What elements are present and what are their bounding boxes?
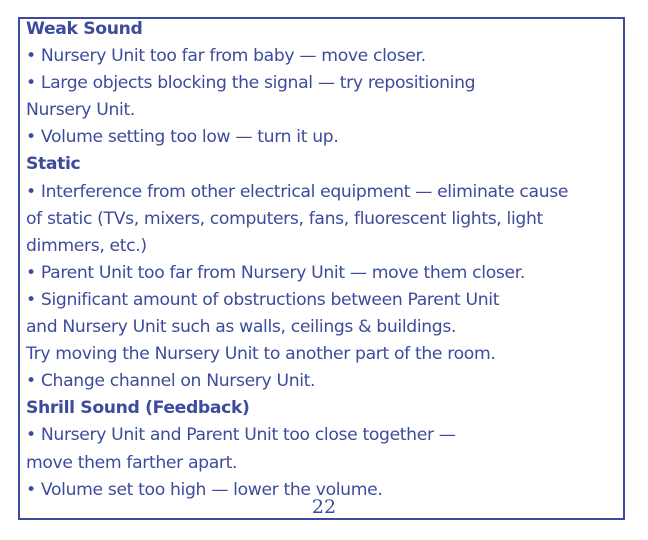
text-line: of static (TVs, mixers, computers, fans, fluorescent lights, light xyxy=(26,208,543,229)
text-line: dimmers, etc.) xyxy=(26,235,147,256)
section-static xyxy=(26,151,622,395)
text-line: • Significant amount of obstructions between Parent Unit xyxy=(26,289,500,310)
text-line: Nursery Unit. xyxy=(26,100,135,121)
text-line: move them farther apart. xyxy=(26,452,238,473)
text-line: • Interference from other electrical equipment — eliminate cause xyxy=(26,181,569,202)
text-line: • Nursery Unit and Parent Unit too close together — xyxy=(26,425,456,446)
section-weak-sound xyxy=(26,16,622,151)
text-line: • Nursery Unit too far from baby — move closer. xyxy=(26,46,426,67)
text-line: • Parent Unit too far from Nursery Unit — move them closer. xyxy=(26,262,525,283)
text-line: • Change channel on Nursery Unit. xyxy=(26,371,316,392)
troubleshooting-content xyxy=(26,16,622,504)
section-heading: Weak Sound xyxy=(26,19,143,39)
text-line: • Volume set too high — lower the volume. xyxy=(26,479,383,500)
text-line: • Volume setting too low — turn it up. xyxy=(26,127,339,148)
section-heading: Shrill Sound (Feedback) xyxy=(26,398,250,419)
section-shrill-sound xyxy=(26,395,622,503)
text-line: • Large objects blocking the signal — try repositioning xyxy=(26,73,476,94)
section-heading: Static xyxy=(26,154,81,175)
text-line: and Nursery Unit such as walls, ceilings & buildings. xyxy=(26,317,457,338)
text-line: Try moving the Nursery Unit to another part of the room. xyxy=(26,344,496,365)
page-number: 22 xyxy=(311,496,337,518)
